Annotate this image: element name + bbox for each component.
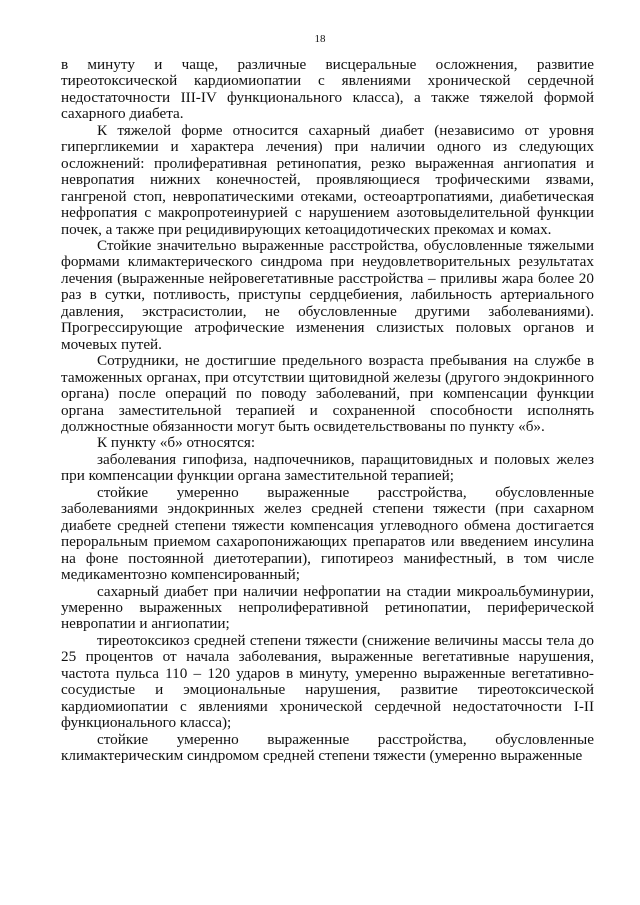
document-body	[61, 57, 594, 764]
paragraph: в минуту и чаще, различные висцеральные осложнения, развитие тиреотоксической кардиомиопатии с явлениями хронической сердечной недостаточности III-IV функционального класса), а также тяжелой формой сахарного диабета.	[61, 56, 594, 123]
paragraph: сахарный диабет при наличии нефропатии на стадии микроальбуминурии, умеренно выраженных непролиферативной ретинопатии, периферической невропатии и ангиопатии;	[61, 582, 594, 633]
paragraph: К пункту «б» относятся:	[97, 434, 256, 452]
paragraph: стойкие умеренно выраженные расстройства, обусловленные климактерическим синдромом средней степени тяжести (умеренно выраженные	[61, 730, 594, 765]
paragraph: стойкие умеренно выраженные расстройства, обусловленные заболеваниями эндокринных желез средней степени тяжести (при сахарном диабете средней степени тяжести компенсация углеводного обмена достигается пероральным приемом сахаропонижающих препаратов или введением инсулина на фоне постоянной диетотерапии), гипотиреоз манифестный, в том числе медикаментозно компенсированный;	[61, 483, 594, 584]
paragraph: заболевания гипофиза, надпочечников, паращитовидных и половых желез при компенсации функции органа заместительной терапией;	[61, 450, 594, 485]
paragraph: тиреотоксикоз средней степени тяжести (снижение величины массы тела до 25 процентов от начала заболевания, выраженные вегетативные нарушения, частота пульса 110 – 120 ударов в минуту, умеренно выраженные вегетативно-сосудистые и эмоциональные нарушения, развитие тиреотоксической кардиомиопатии с явлениями хронической сердечной недостаточности I-II функционального класса);	[61, 631, 594, 732]
page-number: 18	[314, 33, 326, 45]
paragraph: Сотрудники, не достигшие предельного возраста пребывания на службе в таможенных органах, при отсутствии щитовидной железы (другого эндокринного органа) после операций по поводу заболеваний, при компенсации функции органа заместительной терапией и сохраненной способности исполнять должностные обязанности могут быть освидетельствованы по пункту «б».	[61, 352, 594, 435]
paragraph: Стойкие значительно выраженные расстройства, обусловленные тяжелыми формами климактерического синдрома при неудовлетворительных результатах лечения (выраженные нейровегетативные расстройства – приливы жара более 20 раз в сутки, потливость, приступы сердцебиения, лабильность артериального давления, экстрасистолии, не обусловленные другими заболеваниями). Прогрессирующие атрофические изменения слизистых половых органов и мочевых путей.	[61, 236, 594, 353]
paragraph: К тяжелой форме относится сахарный диабет (независимо от уровня гипергликемии и характера лечения) при наличии одного из следующих осложнений: пролиферативная ретинопатия, резко выраженная ангиопатия и невропатия нижних конечностей, проявляющиеся трофическими язвами, гангреной стоп, невропатическими отеками, остеоартропатиями, диабетическая нефропатия с макропротеинурией с нарушением азотовыделительной функции почек, а также при рецидивирующих кетоацидотических прекомах и комах.	[61, 121, 594, 238]
